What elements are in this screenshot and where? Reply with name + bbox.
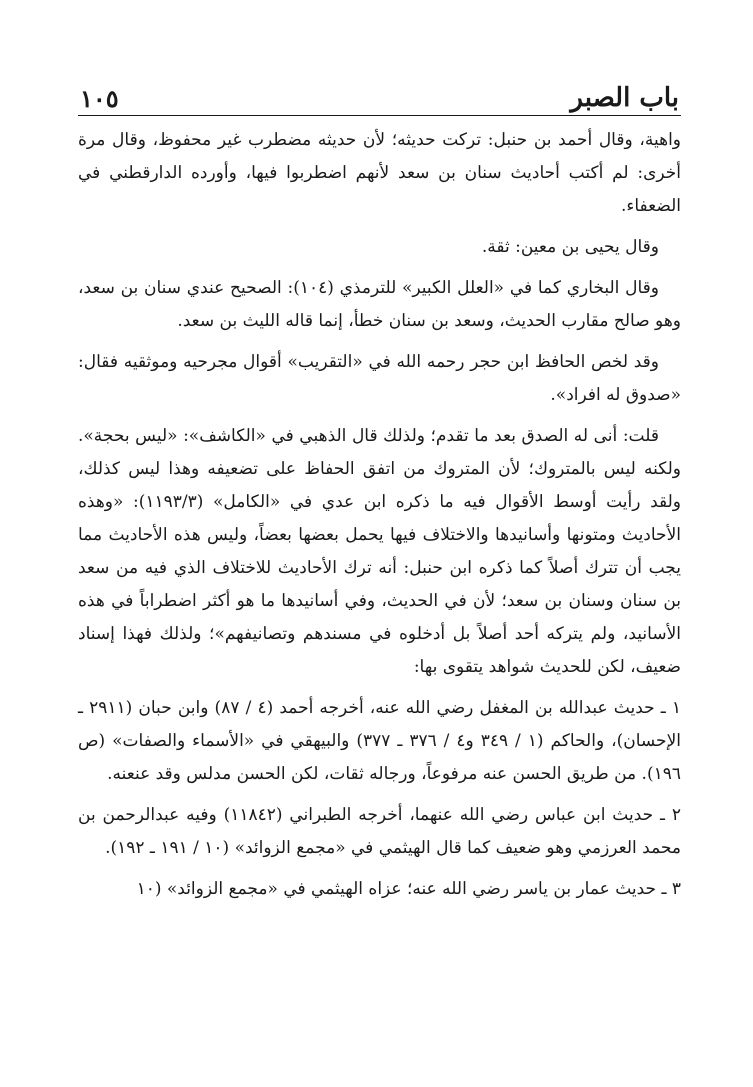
chapter-title: باب الصبر bbox=[570, 83, 679, 113]
paragraph-hadith-1: ١ ـ حديث عبدالله بن المغفل رضي الله عنه، أخرجه أحمد (٤ / ٨٧) وابن حبان (٢٩١١ ـ الإحسان)، والحاكم (١ / ٣٤٩ و٤ / ٣٧٦ ـ ٣٧٧) والبيهقي في «الأسماء والصفات» (ص ١٩٦). من طريق الحسن عنه مرفوعاً، ورجاله ثقات، لكن الحسن مدلس وقد عنعنه. bbox=[78, 698, 681, 784]
paragraph-hadith-3: ٣ ـ حديث عمار بن ياسر رضي الله عنه؛ عزاه الهيثمي في «مجمع الزوائد» (١٠ bbox=[136, 879, 681, 899]
paragraph-author-note: قلت: أنى له الصدق بعد ما تقدم؛ ولذلك قال الذهبي في «الكاشف»: «ليس بحجة». ولكنه ليس بالمتروك؛ لأن المتروك من اتفق الحفاظ على تضعيفه وهذا ليس كذلك، ولقد رأيت أوسط الأقوال فيه ما ذكره ابن عدي في «الكامل» (١١٩٣/٣): «وهذه الأحاديث ومتونها وأسانيدها والاختلاف فيها يحمل بعضها بعضاً، وليس هذه الأحاديث مما يجب أن تترك أصلاً كما ذكره ابن حنبل: أنه ترك الأحاديث للاختلاف الذي فيه من سعد بن سنان وسنان بن سعد؛ لأن في الحديث، وفي أسانيدها ما هو أكثر اضطراباً في هذه الأسانيد، ولم يتركه أحد أصلاً بل أدخلوه في مسندهم وتصانيفهم»؛ ولذلك فهذا إسناد ضعيف، لكن للحديث شواهد يتقوى بها: bbox=[78, 426, 681, 677]
paragraph-bukhari: وقال البخاري كما في «العلل الكبير» للترمذي (١٠٤): الصحيح عندي سنان بن سعد، وهو صالح مقارب الحديث، وسعد بن سنان خطأ، إنما قاله الليث بن سعد. bbox=[78, 278, 681, 331]
paragraph-continuation: واهية، وقال أحمد بن حنبل: تركت حديثه؛ لأن حديثه مضطرب غير محفوظ، وقال مرة أخرى: لم أكتب أحاديث سنان بن سعد لأنهم اضطربوا فيها، وأورده الدارقطني في الضعفاء. bbox=[78, 130, 681, 216]
page-number: ١٠٥ bbox=[80, 84, 119, 113]
paragraph-hadith-2: ٢ ـ حديث ابن عباس رضي الله عنهما، أخرجه الطبراني (١١٨٤٢) وفيه عبدالرحمن بن محمد العرزمي وهو ضعيف كما قال الهيثمي في «مجمع الزوائد» (١٠ / ١٩١ ـ ١٩٢). bbox=[78, 805, 681, 858]
paragraph-ibn-hajar: وقد لخص الحافظ ابن حجر رحمه الله في «التقريب» أقوال مجرحيه وموثقيه فقال: «صدوق له افراد». bbox=[78, 352, 681, 405]
page-body bbox=[78, 124, 681, 906]
page-header bbox=[78, 76, 681, 116]
paragraph-yahya: وقال يحيى بن معين: ثقة. bbox=[481, 237, 659, 257]
